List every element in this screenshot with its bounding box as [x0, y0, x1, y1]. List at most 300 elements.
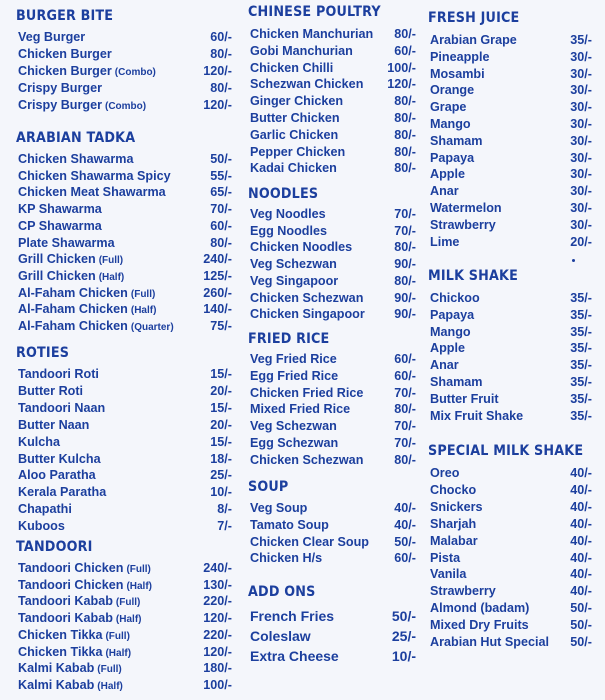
- item-name-text: Shamam: [430, 375, 483, 389]
- item-name: [18, 218, 102, 234]
- section-title-milk-shake: MILK SHAKE: [428, 268, 519, 284]
- item-name: [250, 385, 363, 401]
- item-name: [18, 610, 141, 628]
- item-name: [250, 418, 337, 434]
- item-price: 60/-: [394, 551, 416, 566]
- item-name: [18, 484, 106, 500]
- item-name: [18, 451, 101, 467]
- item-price: 90/-: [394, 290, 416, 305]
- item-name: [430, 49, 490, 65]
- item-price: 20/-: [210, 417, 232, 432]
- item-name-text: Veg Burger: [18, 30, 86, 44]
- item-name-text: Butter Kulcha: [18, 451, 101, 466]
- item-name: [430, 566, 466, 582]
- item-portion-tag: (Half): [97, 680, 123, 692]
- item-name: [18, 467, 96, 483]
- item-name-text: Chicken Chilli: [250, 60, 334, 75]
- item-portion-tag: (Half): [115, 614, 142, 626]
- item-name-text: Mosambi: [430, 66, 485, 81]
- item-name: [250, 206, 326, 222]
- section-title-chinese-poultry: CHINESE POULTRY: [248, 4, 381, 20]
- item-price: 70/-: [394, 419, 416, 434]
- item-name: [18, 400, 105, 416]
- item-name: [430, 133, 483, 149]
- item-name: [430, 391, 499, 407]
- item-name-text: Ginger Chicken: [250, 94, 344, 109]
- item-name-text: Crispy Burger: [18, 98, 102, 112]
- item-name-text: Pepper Chicken: [250, 144, 346, 159]
- item-price: 220/-: [203, 627, 232, 642]
- item-price: 8/-: [217, 502, 232, 517]
- item-name: [250, 550, 322, 566]
- item-name-text: Tandoori Kabab: [18, 611, 113, 626]
- item-name: [430, 533, 478, 549]
- item-name: [18, 301, 156, 319]
- item-name: [250, 452, 363, 468]
- item-name: [250, 306, 365, 322]
- item-name-text: Chicken Fried Rice: [250, 385, 364, 400]
- item-price: 220/-: [203, 594, 232, 609]
- item-name: [430, 166, 465, 182]
- item-name: [430, 617, 529, 633]
- item-name: [430, 99, 466, 115]
- item-name: [250, 160, 337, 176]
- item-price: 15/-: [210, 367, 232, 381]
- item-price: 240/-: [203, 561, 232, 575]
- item-price: 70/-: [394, 223, 416, 238]
- item-price: 30/-: [570, 133, 592, 148]
- item-name: [18, 501, 72, 517]
- item-name: [430, 307, 474, 323]
- item-price: 10/-: [391, 648, 416, 664]
- item-price: 80/-: [394, 452, 416, 467]
- item-name-text: Chapathi: [18, 502, 72, 517]
- item-name-text: Extra Cheese: [250, 648, 339, 664]
- item-name-text: Mixed Fried Rice: [250, 402, 351, 417]
- section-title-soup: SOUP: [248, 479, 289, 495]
- item-name: [18, 184, 166, 200]
- item-name-text: Grill Chicken: [18, 252, 96, 267]
- item-price: 80/-: [394, 27, 416, 41]
- item-name: [18, 151, 134, 167]
- item-name: [250, 76, 363, 92]
- item-name-text: Strawberry: [430, 217, 496, 232]
- item-name: [250, 435, 338, 451]
- item-name: [250, 223, 327, 239]
- item-name: [18, 383, 83, 399]
- item-name-text: Chicken Tikka: [18, 644, 103, 659]
- item-name: [18, 80, 102, 96]
- item-name-text: Veg Fried Rice: [250, 352, 337, 366]
- item-name: [18, 285, 155, 303]
- item-name-text: Chicken Clear Soup: [250, 534, 369, 549]
- item-name-text: Chickoo: [430, 291, 480, 305]
- item-price: 25/-: [210, 468, 232, 483]
- item-name: [250, 239, 352, 255]
- item-price: 50/-: [570, 601, 592, 616]
- item-price: 30/-: [570, 49, 592, 64]
- item-price: 80/-: [394, 161, 416, 176]
- item-price: 120/-: [203, 644, 232, 659]
- item-portion-tag: (Combo): [114, 67, 156, 78]
- item-price: 30/-: [570, 150, 592, 165]
- item-name: [250, 500, 307, 516]
- item-name: [430, 357, 459, 373]
- item-name: [18, 97, 146, 115]
- section-title-fried-rice: FRIED RICE: [248, 331, 330, 347]
- item-price: 60/-: [210, 218, 232, 233]
- item-name-text: Plate Shawarma: [18, 235, 115, 250]
- item-price: 120/-: [387, 77, 416, 92]
- item-price: 35/-: [570, 375, 592, 389]
- item-name: [250, 628, 311, 644]
- item-name-text: Chicken Shawarma: [18, 152, 134, 166]
- item-portion-tag: (Half): [105, 647, 132, 659]
- item-name: [250, 351, 337, 367]
- item-portion-tag: (Full): [115, 597, 141, 609]
- item-name: [430, 234, 459, 250]
- item-name: [430, 499, 483, 515]
- section-title-tandoori: TANDOORI: [16, 539, 93, 555]
- item-price: 30/-: [570, 66, 592, 81]
- item-name-text: Veg Schezwan: [250, 257, 337, 272]
- item-name-text: Veg Soup: [250, 501, 308, 515]
- item-name-text: Tamato Soup: [250, 517, 329, 532]
- item-name-text: Al-Faham Chicken: [18, 302, 128, 317]
- section-title-add-ons: ADD ONS: [248, 584, 316, 600]
- item-price: 35/-: [570, 324, 592, 339]
- item-name-text: Al-Faham Chicken: [18, 285, 128, 300]
- item-name: [18, 518, 65, 534]
- item-name-text: Sharjah: [430, 516, 477, 531]
- item-name: [18, 577, 152, 595]
- item-name-text: Tandoori Roti: [18, 367, 99, 381]
- item-name: [250, 256, 337, 272]
- item-price: 60/-: [394, 368, 416, 383]
- item-name-text: Veg Noodles: [250, 207, 326, 221]
- item-price: 120/-: [203, 611, 232, 626]
- item-name-text: Malabar: [430, 533, 478, 548]
- item-price: 80/-: [394, 273, 416, 288]
- item-name: [430, 408, 523, 424]
- item-price: 75/-: [210, 319, 232, 333]
- item-name-text: Coleslaw: [250, 628, 311, 644]
- item-name: [430, 600, 529, 616]
- section-title-roties: ROTIES: [16, 345, 70, 361]
- item-price: 100/-: [387, 60, 416, 75]
- item-name-text: Kalmi Kabab: [18, 661, 95, 676]
- item-price: 80/-: [210, 235, 232, 250]
- item-name-text: Papaya: [430, 307, 475, 322]
- item-price: 40/-: [570, 516, 592, 531]
- item-name: [18, 677, 123, 695]
- item-name: [250, 110, 340, 126]
- item-name-text: Tandoori Kabab: [18, 594, 113, 609]
- item-price: 90/-: [394, 307, 416, 322]
- item-name: [250, 26, 373, 42]
- item-name: [250, 608, 334, 624]
- item-name: [250, 144, 345, 160]
- item-name-text: Snickers: [430, 499, 483, 514]
- item-price: 260/-: [203, 285, 232, 300]
- item-price: 40/-: [570, 466, 592, 480]
- item-price: 30/-: [570, 117, 592, 131]
- item-price: 40/-: [394, 517, 416, 532]
- item-name-text: Crispy Burger: [18, 81, 102, 95]
- item-price: 60/-: [394, 352, 416, 366]
- item-price: 80/-: [210, 81, 232, 95]
- item-price: 30/-: [570, 83, 592, 98]
- item-portion-tag: (Full): [126, 564, 151, 575]
- item-price: 50/-: [391, 608, 416, 624]
- item-name-text: Veg Schezwan: [250, 419, 337, 434]
- item-name: [250, 43, 353, 59]
- item-name-text: Kulcha: [18, 434, 60, 449]
- item-price: 40/-: [394, 501, 416, 515]
- item-name: [430, 516, 476, 532]
- item-name: [18, 46, 112, 62]
- item-name-text: CP Shawarma: [18, 218, 102, 233]
- item-name-text: Tandoori Chicken: [18, 561, 124, 575]
- item-name-text: Aloo Paratha: [18, 468, 96, 483]
- item-name: [18, 268, 124, 286]
- item-name-text: Grape: [430, 100, 467, 115]
- item-price: 240/-: [203, 252, 232, 267]
- item-price: 70/-: [394, 385, 416, 400]
- item-name: [18, 644, 131, 662]
- item-name: [250, 273, 338, 289]
- section-title-arabian-tadka: ARABIAN TADKA: [16, 130, 136, 146]
- item-name-text: Kalmi Kabab: [18, 677, 95, 692]
- item-price: 80/-: [394, 127, 416, 142]
- item-portion-tag: (Full): [130, 288, 156, 300]
- item-name: [18, 417, 89, 433]
- item-price: 35/-: [570, 341, 592, 356]
- item-name-text: Vanila: [430, 567, 467, 582]
- item-name-text: Gobi Manchurian: [250, 43, 353, 58]
- item-price: 40/-: [570, 533, 592, 548]
- item-price: 35/-: [570, 307, 592, 322]
- item-price: 15/-: [210, 434, 232, 449]
- item-name: [18, 318, 174, 336]
- item-portion-tag: (Quarter): [130, 322, 174, 333]
- item-name-text: Chicken H/s: [250, 551, 323, 566]
- item-name: [430, 374, 483, 390]
- item-name-text: Watermelon: [430, 201, 502, 215]
- item-name-text: Veg Singapoor: [250, 273, 339, 288]
- item-portion-tag: (Full): [98, 255, 124, 267]
- item-name-text: Kerala Paratha: [18, 485, 107, 500]
- item-name: [430, 150, 474, 166]
- item-price: 35/-: [570, 358, 592, 373]
- item-name: [18, 627, 130, 645]
- item-name-text: Chicken Singapoor: [250, 307, 365, 322]
- item-name: [430, 183, 459, 199]
- item-name-text: Chicken Schezwan: [250, 452, 364, 467]
- item-name: [250, 127, 338, 143]
- item-name-text: Chicken Noodles: [250, 240, 353, 255]
- item-name-text: Chicken Burger: [18, 47, 112, 61]
- item-name-text: Chicken Shawarma Spicy: [18, 168, 171, 183]
- item-name-text: Mixed Dry Fruits: [430, 618, 529, 633]
- item-name-text: Pista: [430, 550, 461, 565]
- item-name-text: Pineapple: [430, 49, 490, 64]
- item-name-text: Egg Noodles: [250, 223, 327, 238]
- item-name: [18, 593, 140, 611]
- item-price: 80/-: [394, 111, 416, 125]
- item-name-text: Papaya: [430, 150, 475, 165]
- item-name: [250, 534, 369, 550]
- item-price: 7/-: [217, 519, 232, 534]
- item-price: 35/-: [570, 391, 592, 406]
- item-portion-tag: (Half): [126, 580, 152, 592]
- item-price: 60/-: [394, 43, 416, 58]
- item-price: 35/-: [570, 408, 592, 423]
- item-price: 125/-: [203, 268, 232, 283]
- item-name: [18, 251, 123, 269]
- item-name: [430, 82, 474, 98]
- item-price: 30/-: [570, 167, 592, 182]
- item-name-text: Arabian Hut Special: [430, 635, 549, 649]
- item-name-text: French Fries: [250, 608, 335, 624]
- item-name-text: Chicken Schezwan: [250, 290, 364, 305]
- item-name: [430, 583, 496, 599]
- item-price: 30/-: [570, 217, 592, 232]
- item-name-text: Strawberry: [430, 584, 496, 599]
- item-price: 140/-: [203, 302, 232, 317]
- item-price: 25/-: [391, 628, 416, 644]
- item-name: [430, 217, 496, 233]
- item-name: [250, 401, 350, 417]
- item-price: 100/-: [203, 677, 232, 692]
- item-price: 80/-: [210, 47, 232, 61]
- item-price: 55/-: [210, 168, 232, 183]
- item-name-text: Shamam: [430, 133, 483, 148]
- item-name: [430, 550, 460, 566]
- item-name-text: Tandoori Naan: [18, 400, 106, 415]
- item-price: 50/-: [210, 152, 232, 166]
- item-name: [250, 517, 329, 533]
- item-name-text: Grill Chicken: [18, 268, 96, 283]
- item-price: 70/-: [394, 436, 416, 450]
- item-name-text: Apple: [430, 167, 465, 182]
- item-name-text: Chicken Tikka: [18, 627, 103, 642]
- item-name: [18, 366, 99, 382]
- item-price: 90/-: [394, 257, 416, 272]
- item-price: 15/-: [210, 400, 232, 415]
- item-name-text: Garlic Chicken: [250, 127, 339, 142]
- item-price: 130/-: [203, 577, 232, 592]
- item-price: 70/-: [210, 202, 232, 217]
- item-price: 35/-: [570, 291, 592, 305]
- item-name: [18, 201, 102, 217]
- item-name-text: Apple: [430, 341, 465, 356]
- item-name-text: Arabian Grape: [430, 33, 517, 47]
- item-name-text: Schezwan Chicken: [250, 77, 364, 92]
- section-title-noodles: NOODLES: [248, 186, 319, 202]
- item-name-text: Egg Fried Rice: [250, 368, 339, 383]
- item-name-text: Tandoori Chicken: [18, 577, 124, 592]
- item-name-text: Butter Chicken: [250, 111, 340, 125]
- item-price: 180/-: [203, 661, 232, 676]
- item-name-text: Butter Naan: [18, 417, 90, 432]
- item-name-text: Almond (badam): [430, 601, 530, 616]
- item-name-text: Butter Roti: [18, 383, 84, 398]
- item-name-text: Kadai Chicken: [250, 161, 337, 176]
- item-price: 60/-: [210, 30, 232, 44]
- item-price: 40/-: [570, 550, 592, 565]
- item-name-text: Mix Fruit Shake: [430, 408, 524, 423]
- item-portion-tag: (Full): [105, 630, 130, 642]
- item-name-text: Lime: [430, 234, 460, 249]
- item-name-text: Chicken Manchurian: [250, 27, 374, 41]
- item-name: [430, 340, 465, 356]
- print-dot: [572, 259, 575, 262]
- item-name: [250, 290, 363, 306]
- item-name-text: Chocko: [430, 482, 477, 497]
- section-title-burger-bite: BURGER BITE: [16, 8, 114, 24]
- item-portion-tag: (Full): [97, 664, 122, 676]
- item-price: 120/-: [203, 64, 232, 78]
- item-name: [430, 290, 480, 306]
- item-price: 80/-: [394, 240, 416, 255]
- item-name-text: Chicken Meat Shawarma: [18, 185, 166, 200]
- item-name-text: Butter Fruit: [430, 391, 499, 406]
- item-name: [18, 63, 156, 81]
- item-price: 40/-: [570, 567, 592, 582]
- item-name-text: Oreo: [430, 466, 460, 480]
- item-name: [430, 465, 459, 481]
- item-price: 70/-: [394, 207, 416, 221]
- item-price: 18/-: [210, 451, 232, 466]
- item-name: [18, 560, 151, 578]
- item-name-text: Egg Schezwan: [250, 436, 339, 450]
- item-price: 80/-: [394, 144, 416, 159]
- item-price: 120/-: [203, 98, 232, 112]
- item-price: 20/-: [570, 234, 592, 249]
- item-price: 80/-: [394, 402, 416, 417]
- item-name-text: Anar: [430, 184, 459, 199]
- item-price: 50/-: [570, 635, 592, 649]
- section-title-fresh-juice: FRESH JUICE: [428, 10, 520, 26]
- section-title-special-milk-shake: SPECIAL MILK SHAKE: [428, 443, 584, 459]
- item-price: 10/-: [210, 485, 232, 500]
- item-name: [18, 168, 171, 184]
- item-price: 50/-: [570, 618, 592, 633]
- item-price: 50/-: [394, 534, 416, 549]
- item-price: 65/-: [210, 185, 232, 200]
- item-price: 40/-: [570, 482, 592, 497]
- item-name: [430, 200, 502, 216]
- item-name: [250, 368, 338, 384]
- item-name-text: Al-Faham Chicken: [18, 319, 128, 333]
- item-name: [430, 634, 549, 650]
- item-price: 30/-: [570, 201, 592, 215]
- item-name: [250, 93, 343, 109]
- item-name: [430, 66, 485, 82]
- item-price: 40/-: [570, 499, 592, 514]
- item-name: [430, 116, 471, 132]
- item-name-text: Mango: [430, 117, 471, 131]
- item-name: [18, 660, 122, 678]
- item-name-text: Anar: [430, 358, 459, 373]
- item-price: 80/-: [394, 94, 416, 109]
- item-name: [250, 648, 339, 664]
- item-portion-tag: (Combo): [104, 101, 147, 112]
- item-name-text: Orange: [430, 83, 475, 98]
- item-name-text: Chicken Burger: [18, 64, 112, 78]
- item-price: 20/-: [210, 383, 232, 398]
